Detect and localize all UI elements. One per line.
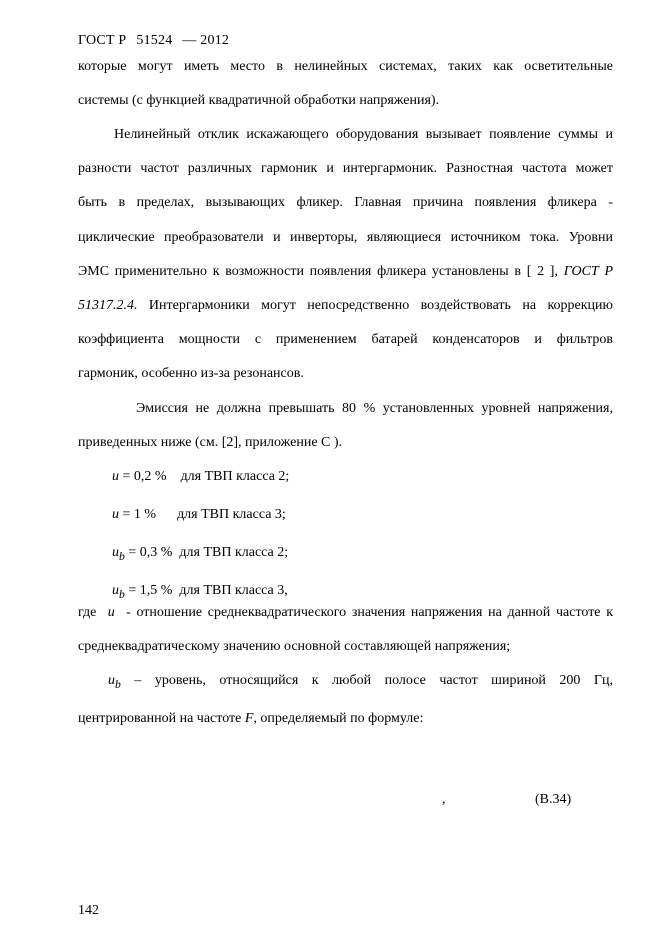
- text-line: [78, 255, 613, 289]
- paragraph-emission: [78, 392, 613, 460]
- text-line: приведенных ниже (см. [2], приложение С ).: [78, 435, 343, 451]
- limit-row: [112, 498, 289, 536]
- limit-class: для ТВП класса 3,: [179, 583, 288, 598]
- limit-row: [112, 460, 289, 498]
- text-line: циклические преобразователи и инверторы, являющиеся источником тока. Уровни: [78, 229, 613, 245]
- voltage-subscript: b: [119, 587, 125, 601]
- standard-number: 51524: [136, 33, 173, 48]
- text-fragment: – уровень, относящийся к любой полосе частот шириной 200 Гц,: [134, 673, 613, 688]
- standard-year: — 2012: [182, 33, 230, 48]
- text-line: быть в пределах, вызывающих фликер. Главная причина появления фликера -: [78, 195, 613, 211]
- text-line: Нелинейный отклик искажающего оборудования вызывает появление суммы и: [114, 127, 613, 142]
- equation-comma: ,: [442, 792, 446, 807]
- text-fragment: , определяемый по формуле:: [253, 711, 424, 726]
- page-header: [78, 33, 239, 49]
- limit-class: для ТВП класса 3;: [177, 507, 286, 522]
- text-line: коэффициента мощности с применением батарей конденсаторов и фильтров: [78, 332, 613, 348]
- text-line: которые могут иметь место в нелинейных системах, таких как осветительные: [78, 59, 613, 74]
- text-line: [78, 702, 613, 736]
- paragraph-flicker: [78, 118, 613, 392]
- paragraph-continuation: [78, 50, 613, 118]
- limit-value: = 0,2 %: [122, 469, 167, 484]
- voltage-symbol: u: [112, 507, 119, 522]
- frequency-symbol: F: [244, 711, 254, 726]
- text-fragment: - отношение среднеквадратического значения напряжения на данной частоте к: [126, 605, 614, 620]
- voltage-subscript: b: [115, 677, 121, 691]
- limit-value: = 1 %: [122, 507, 157, 522]
- limits-list: [112, 460, 289, 612]
- limit-row: [112, 536, 289, 574]
- voltage-symbol: u: [112, 545, 119, 560]
- definition-u: [78, 596, 613, 664]
- voltage-symbol: u: [108, 673, 115, 688]
- text-line: разности частот различных гармоник и интергармоник. Разностная частота может: [78, 161, 613, 177]
- text-line: среднеквадратическому значению основной составляющей напряжения;: [78, 639, 511, 655]
- equation-label: (В.34): [535, 792, 572, 807]
- voltage-subscript: b: [119, 549, 125, 563]
- page-number: 142: [78, 903, 99, 918]
- standard-code: ГОСТ Р: [78, 33, 127, 48]
- text-line: [78, 596, 613, 630]
- text-fragment: где: [78, 605, 97, 620]
- limit-class: для ТВП класса 2;: [180, 469, 290, 484]
- voltage-symbol: u: [107, 605, 115, 620]
- text-line: гармоник, особенно из-за резонансов.: [78, 366, 304, 382]
- limit-value: = 1,5 %: [128, 583, 173, 598]
- text-line: системы (с функцией квадратичной обработки напряжения).: [78, 93, 440, 109]
- limit-value: = 0,3 %: [128, 545, 173, 560]
- definition-ub: [78, 664, 613, 736]
- text-fragment: центрированной на частоте: [78, 711, 242, 726]
- text-line: [78, 664, 613, 702]
- text-fragment: Интергармоники могут непосредственно воздействовать на коррекцию: [148, 298, 614, 314]
- standard-reference: ГОСТ Р: [563, 263, 613, 279]
- standard-reference: 51317.2.4.: [78, 298, 138, 314]
- text-line: [78, 289, 613, 323]
- voltage-symbol: u: [112, 469, 119, 484]
- voltage-symbol: u: [112, 583, 119, 598]
- text-fragment: ЭМС применительно к возможности появления фликера установлены в [ 2 ],: [78, 263, 558, 279]
- limit-class: для ТВП класса 2;: [179, 545, 289, 560]
- text-line: Эмиссия не должна превышать 80 % установленных уровней напряжения,: [136, 401, 613, 416]
